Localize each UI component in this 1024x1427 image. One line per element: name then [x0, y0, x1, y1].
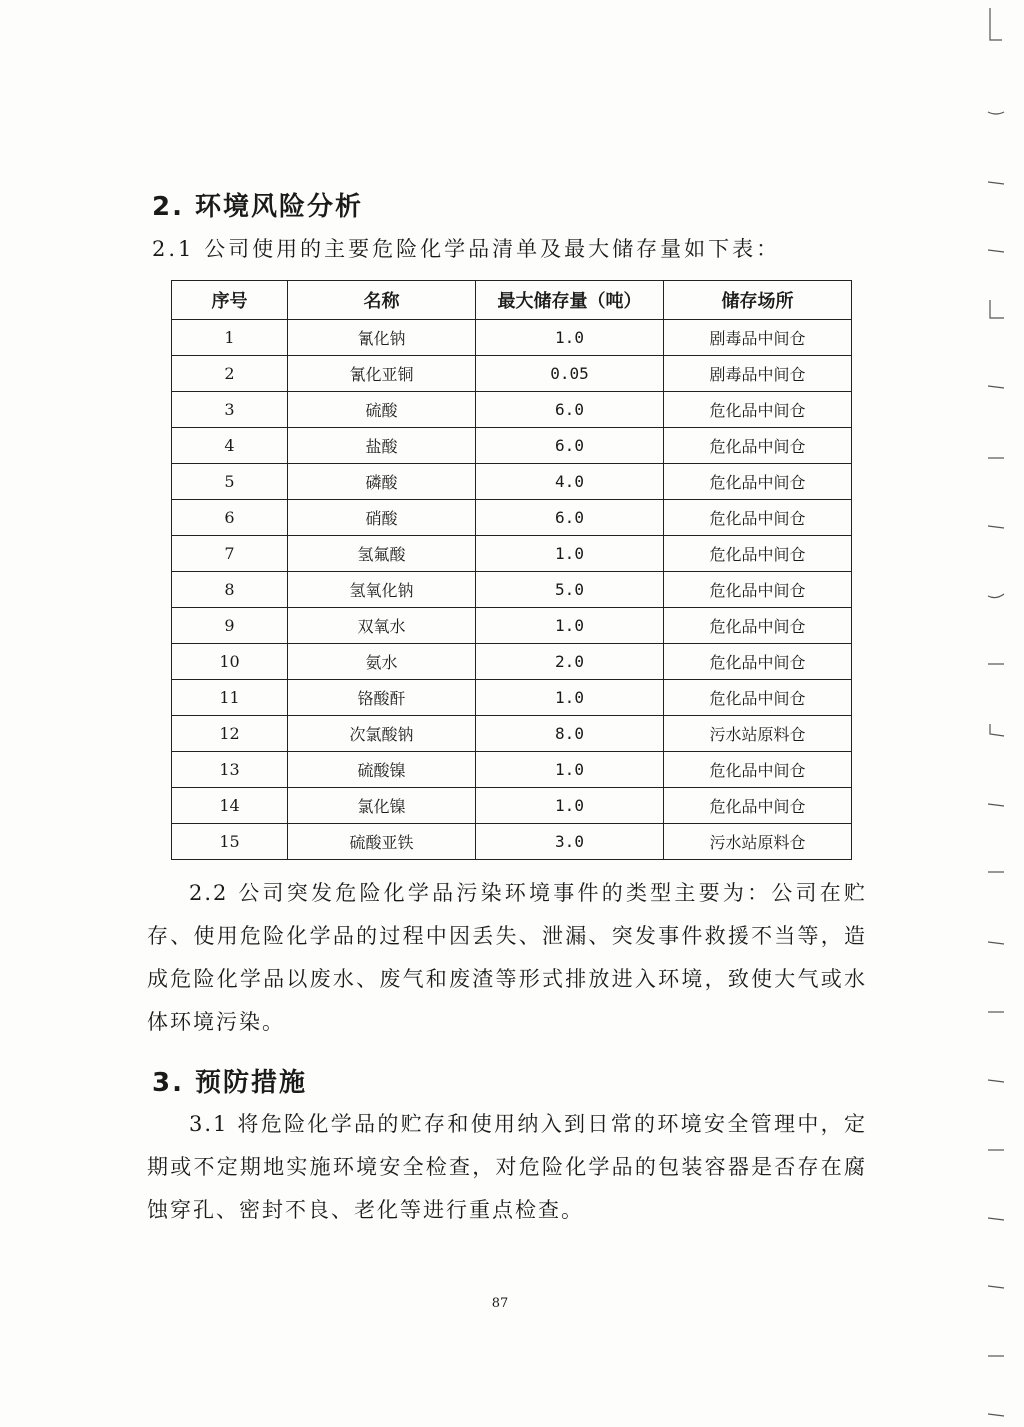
- header-name: 名称: [288, 281, 476, 320]
- cell-max-storage: 0.05: [476, 356, 664, 392]
- section-3-heading: 3. 预防措施: [152, 1068, 308, 1098]
- cell-chemical-name: 氰化亚铜: [288, 356, 476, 392]
- cell-serial: 3: [172, 392, 288, 428]
- cell-storage-location: 危化品中间仓: [664, 680, 852, 716]
- cell-max-storage: 8.0: [476, 716, 664, 752]
- cell-max-storage: 1.0: [476, 536, 664, 572]
- cell-serial: 14: [172, 788, 288, 824]
- cell-chemical-name: 磷酸: [288, 464, 476, 500]
- table-row: [172, 680, 852, 716]
- cell-chemical-name: 氨水: [288, 644, 476, 680]
- cell-serial: 2: [172, 356, 288, 392]
- cell-storage-location: 污水站原料仓: [664, 716, 852, 752]
- cell-chemical-name: 氰化钠: [288, 320, 476, 356]
- cell-serial: 1: [172, 320, 288, 356]
- cell-chemical-name: 氢氧化钠: [288, 572, 476, 608]
- table-row: [172, 788, 852, 824]
- table-row: [172, 320, 852, 356]
- cell-storage-location: 危化品中间仓: [664, 752, 852, 788]
- table-row: [172, 824, 852, 860]
- cell-serial: 13: [172, 752, 288, 788]
- section-2-heading: 2. 环境风险分析: [152, 192, 364, 222]
- section-2-2-paragraph: [147, 872, 867, 1044]
- cell-storage-location: 危化品中间仓: [664, 572, 852, 608]
- cell-serial: 12: [172, 716, 288, 752]
- cell-chemical-name: 双氧水: [288, 608, 476, 644]
- cell-chemical-name: 硫酸镍: [288, 752, 476, 788]
- section-2-2-text: 2.2 公司突发危险化学品污染环境事件的类型主要为：公司在贮存、使用危险化学品的过程中因丢失、泄漏、突发事件救援不当等，造成危险化学品以废水、废气和废渣等形式排放进入环境，致使大气或水体环境污染。: [147, 881, 867, 1034]
- header-storage-location: 储存场所: [664, 281, 852, 320]
- table-row: [172, 644, 852, 680]
- table-row: [172, 428, 852, 464]
- cell-max-storage: 5.0: [476, 572, 664, 608]
- header-max-storage: 最大储存量（吨）: [476, 281, 664, 320]
- cell-chemical-name: 氢氟酸: [288, 536, 476, 572]
- cell-chemical-name: 氯化镍: [288, 788, 476, 824]
- cell-storage-location: 剧毒品中间仓: [664, 356, 852, 392]
- cell-max-storage: 6.0: [476, 392, 664, 428]
- page-number: 87: [491, 1296, 509, 1311]
- section-2-1-intro: 2.1 公司使用的主要危险化学品清单及最大储存量如下表：: [152, 237, 781, 261]
- section-3-1-text: 3.1 将危险化学品的贮存和使用纳入到日常的环境安全管理中，定期或不定期地实施环境安全检查，对危险化学品的包装容器是否存在腐蚀穿孔、密封不良、老化等进行重点检查。: [147, 1112, 867, 1222]
- cell-serial: 15: [172, 824, 288, 860]
- cell-storage-location: 危化品中间仓: [664, 464, 852, 500]
- cell-storage-location: 危化品中间仓: [664, 500, 852, 536]
- table-row: [172, 572, 852, 608]
- cell-chemical-name: 次氯酸钠: [288, 716, 476, 752]
- section-3-1-paragraph: [147, 1103, 867, 1232]
- table-row: [172, 716, 852, 752]
- scan-edge-marks: [982, 0, 1012, 1427]
- cell-storage-location: 危化品中间仓: [664, 536, 852, 572]
- cell-chemical-name: 盐酸: [288, 428, 476, 464]
- cell-max-storage: 1.0: [476, 752, 664, 788]
- table-header-row: [172, 281, 852, 320]
- cell-max-storage: 1.0: [476, 608, 664, 644]
- cell-storage-location: 危化品中间仓: [664, 788, 852, 824]
- cell-storage-location: 剧毒品中间仓: [664, 320, 852, 356]
- cell-storage-location: 污水站原料仓: [664, 824, 852, 860]
- cell-max-storage: 1.0: [476, 320, 664, 356]
- table-row: [172, 500, 852, 536]
- cell-storage-location: 危化品中间仓: [664, 392, 852, 428]
- cell-max-storage: 2.0: [476, 644, 664, 680]
- table-row: [172, 464, 852, 500]
- table-row: [172, 392, 852, 428]
- cell-serial: 6: [172, 500, 288, 536]
- table-row: [172, 536, 852, 572]
- cell-serial: 4: [172, 428, 288, 464]
- cell-max-storage: 1.0: [476, 788, 664, 824]
- cell-max-storage: 6.0: [476, 428, 664, 464]
- cell-serial: 7: [172, 536, 288, 572]
- cell-serial: 5: [172, 464, 288, 500]
- table-row: [172, 752, 852, 788]
- cell-serial: 10: [172, 644, 288, 680]
- chemicals-table: [171, 280, 852, 860]
- cell-max-storage: 4.0: [476, 464, 664, 500]
- table-row: [172, 356, 852, 392]
- cell-serial: 8: [172, 572, 288, 608]
- cell-serial: 11: [172, 680, 288, 716]
- cell-max-storage: 6.0: [476, 500, 664, 536]
- table-row: [172, 608, 852, 644]
- cell-chemical-name: 硫酸亚铁: [288, 824, 476, 860]
- cell-max-storage: 1.0: [476, 680, 664, 716]
- cell-chemical-name: 硝酸: [288, 500, 476, 536]
- header-serial: 序号: [172, 281, 288, 320]
- cell-storage-location: 危化品中间仓: [664, 428, 852, 464]
- cell-storage-location: 危化品中间仓: [664, 644, 852, 680]
- cell-serial: 9: [172, 608, 288, 644]
- cell-chemical-name: 硫酸: [288, 392, 476, 428]
- cell-storage-location: 危化品中间仓: [664, 608, 852, 644]
- cell-max-storage: 3.0: [476, 824, 664, 860]
- cell-chemical-name: 铬酸酐: [288, 680, 476, 716]
